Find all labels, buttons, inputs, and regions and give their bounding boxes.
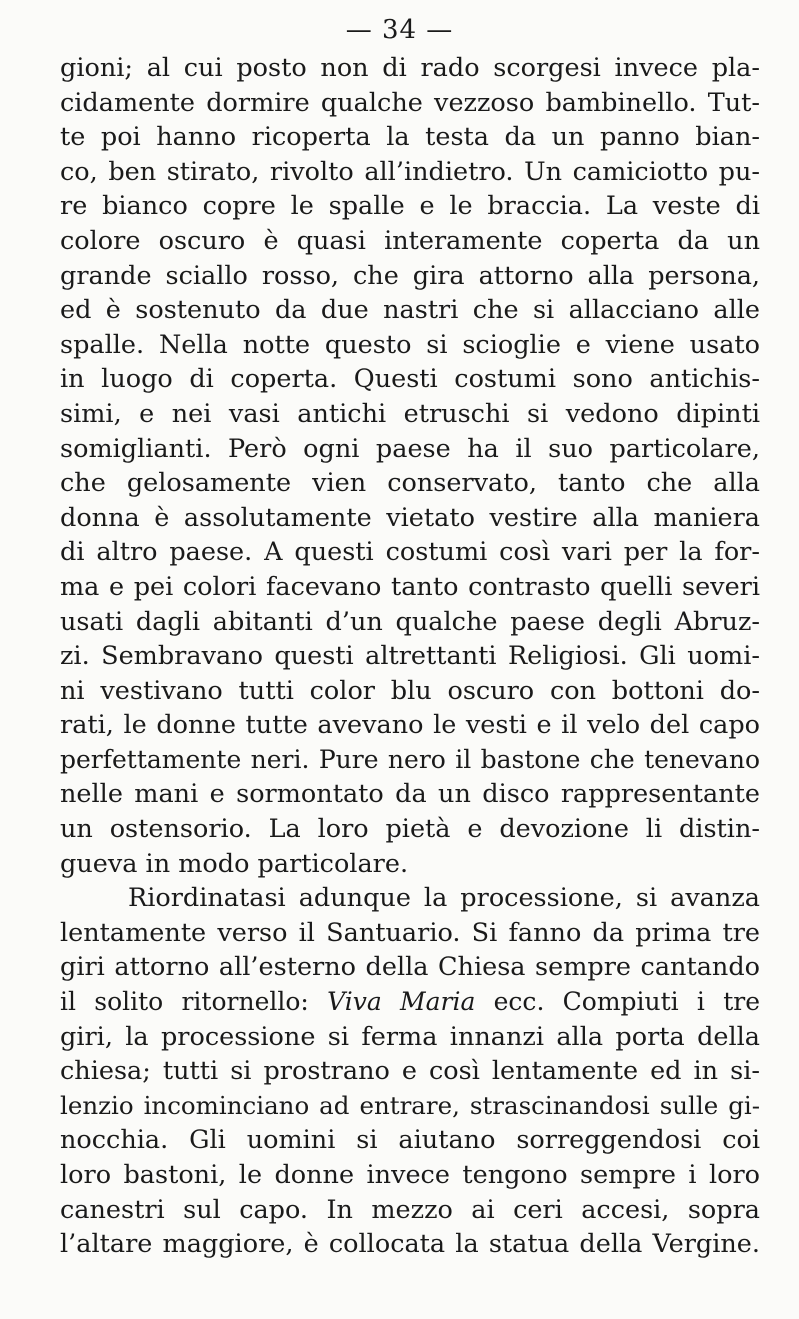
text-line: re bianco copre le spalle e le braccia. La veste di <box>60 191 760 222</box>
text-line: cidamente dormire qualche vezzoso bambinello. Tut- <box>60 87 760 118</box>
text-line: colore oscuro è quasi interamente coperta da un <box>60 225 760 256</box>
text-line: l’altare maggiore, è collocata la statua della Vergine. <box>60 1229 760 1260</box>
text-line: nocchia. Gli uomini si aiutano sorreggendosi coi <box>60 1125 760 1156</box>
text-line: gioni; al cui posto non di rado scorgesi invece pla- <box>60 53 760 83</box>
body-text <box>60 51 760 1262</box>
text-line: canestri sul capo. In mezzo ai ceri accesi, sopra <box>60 1194 760 1225</box>
paragraph-end-line: gueva in modo particolare. <box>60 848 409 879</box>
text-line: te poi hanno ricoperta la testa da un panno bian- <box>60 122 760 153</box>
text-line: grande sciallo rosso, che gira attorno alla persona, <box>60 260 760 291</box>
paragraph-start-line: Riordinatasi adunque la processione, si avanza <box>128 883 760 914</box>
text-line: giri, la processione si ferma innanzi alla porta della <box>60 1021 760 1052</box>
text-line: somiglianti. Però ogni paese ha il suo particolare, <box>60 433 760 464</box>
text-line: rati, le donne tutte avevano le vesti e il velo del capo <box>60 710 760 741</box>
text-line: usati dagli abitanti d’un qualche paese degli Abruz- <box>60 606 760 637</box>
text-line: loro bastoni, le donne invece tengono sempre i loro <box>60 1160 760 1190</box>
text-line: lentamente verso il Santuario. Si fanno da prima tre <box>60 917 760 948</box>
text-line: spalle. Nella notte questo si scioglie e viene usato <box>60 329 760 360</box>
text-line: nelle mani e sormontato da un disco rappresentante <box>60 779 760 810</box>
text-line: zi. Sembravano questi altrettanti Religiosi. Gli uomi- <box>60 641 760 672</box>
text-line: ed è sostenuto da due nastri che si allacciano alle <box>60 295 760 326</box>
text-line: ni vestivano tutti color blu oscuro con bottoni do- <box>60 675 760 706</box>
text-line: che gelosamente vien conservato, tanto che alla <box>60 468 760 499</box>
text-line: ma e pei colori facevano tanto contrasto quelli severi <box>60 571 760 602</box>
text-line: un ostensorio. La loro pietà e devozione li distin- <box>60 814 760 845</box>
text-line: di altro paese. A questi costumi così vari per la for- <box>60 537 760 568</box>
text-line: in luogo di coperta. Questi costumi sono antichis- <box>60 364 760 395</box>
text-line: co, ben stirato, rivolto all’indietro. Un camiciotto pu- <box>60 156 760 187</box>
page-number: — 34 — <box>345 15 454 45</box>
text-line: chiesa; tutti si prostrano e così lentamente ed in si- <box>60 1056 760 1087</box>
text-segment: ecc. Compiuti i tre <box>493 987 760 1017</box>
text-line-with-italic <box>60 985 760 1020</box>
text-line: giri attorno all’esterno della Chiesa sempre cantando <box>60 952 760 983</box>
text-segment: il solito ritornello: <box>60 987 309 1017</box>
text-line: donna è assolutamente vietato vestire alla maniera <box>60 502 760 533</box>
text-line: simi, e nei vasi antichi etruschi si vedono dipinti <box>60 398 760 429</box>
text-line: perfettamente neri. Pure nero il bastone che tenevano <box>60 744 760 774</box>
italic-phrase: Viva Maria <box>327 987 476 1017</box>
text-line: lenzio incominciano ad entrare, strascinandosi sulle gi- <box>60 1090 760 1120</box>
